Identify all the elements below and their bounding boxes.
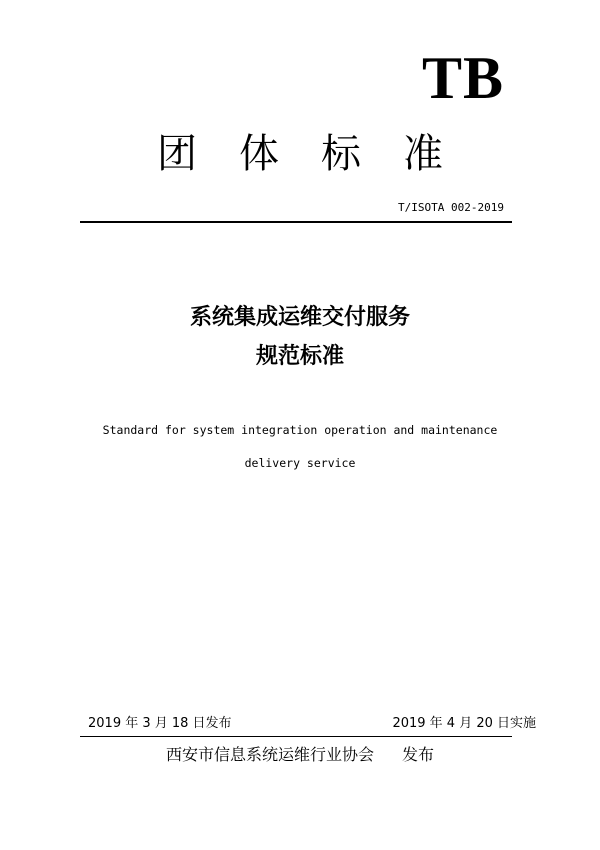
english-title-line2: delivery service	[244, 456, 356, 470]
issuer-org: 西安市信息系统运维行业协会	[165, 745, 374, 764]
implement-date: 2019 年 4 月 20 日实施	[392, 716, 536, 731]
publish-date: 2019 年 3 月 18 日发布	[88, 716, 232, 731]
top-divider	[80, 221, 512, 223]
standard-type-title: 团体标准	[157, 131, 485, 177]
tb-badge: TB	[421, 45, 504, 111]
bottom-divider	[80, 736, 512, 737]
issuer-action: 发布	[402, 745, 435, 764]
standard-code: T/ISOTA 002-2019	[398, 201, 504, 214]
document-title-line2: 规范标准	[255, 344, 344, 369]
english-title-line1: Standard for system integration operation and maintenance	[102, 423, 498, 437]
issuer-line	[0, 742, 600, 765]
document-title-line1: 系统集成运维交付服务	[189, 305, 410, 330]
